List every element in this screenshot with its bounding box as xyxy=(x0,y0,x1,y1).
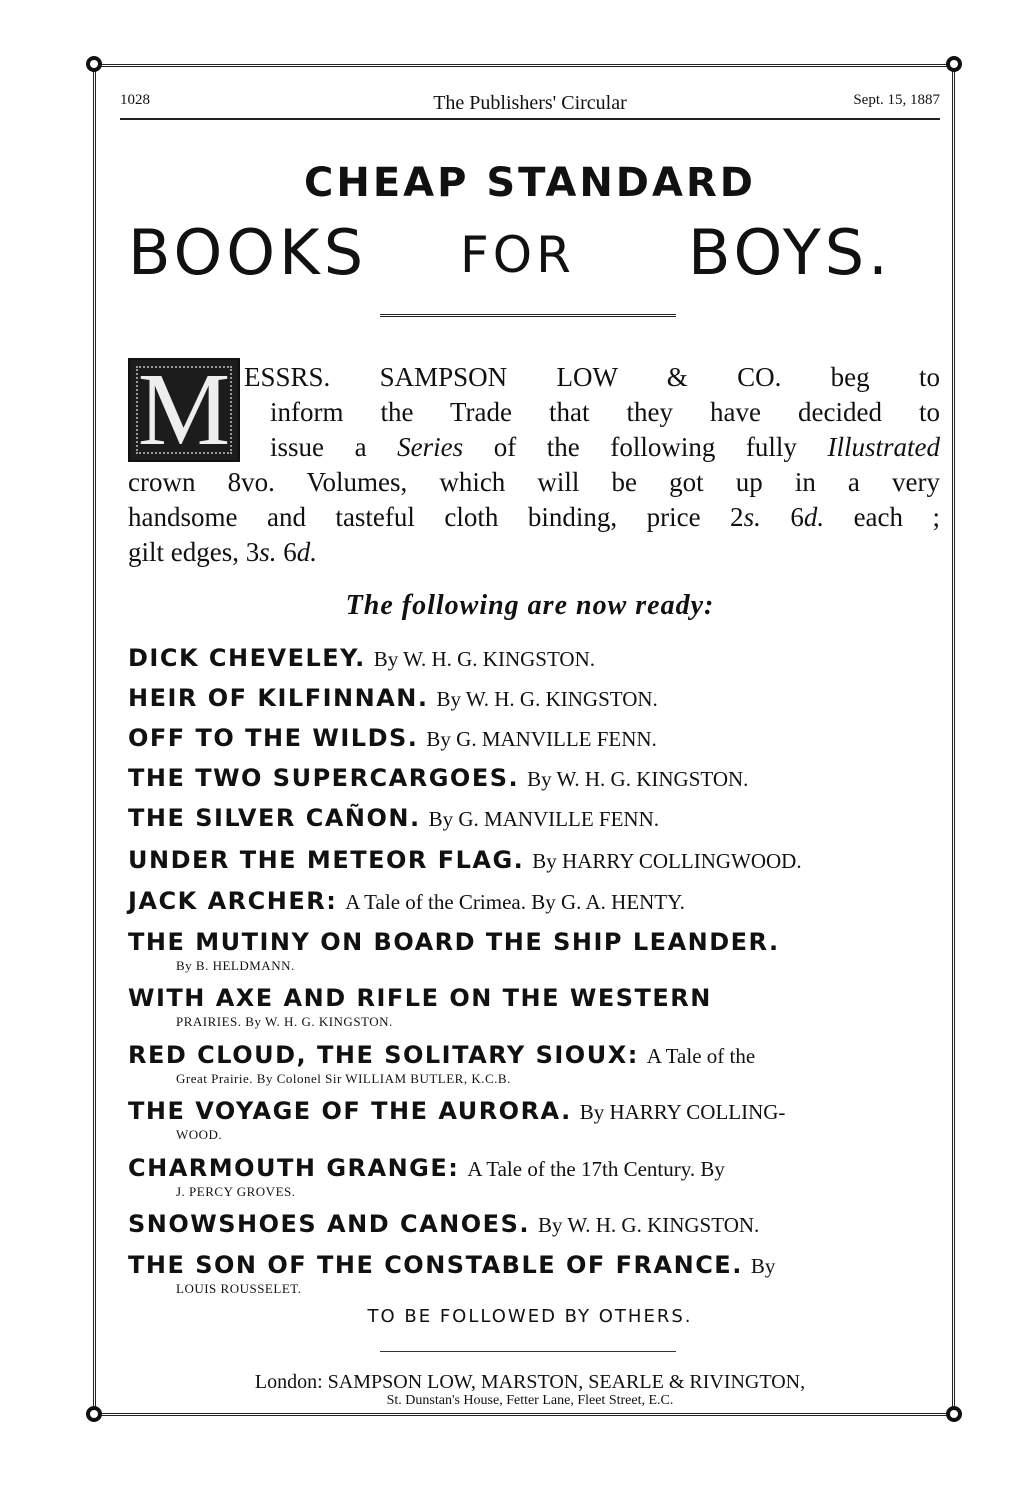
book-title: THE SILVER CAÑON. xyxy=(128,804,421,832)
book-entry xyxy=(128,928,940,956)
corner-ornament-icon xyxy=(86,1406,102,1422)
book-author: By HARRY COLLINGWOOD. xyxy=(532,849,802,873)
book-author: By xyxy=(750,1254,776,1278)
book-entry xyxy=(128,724,940,752)
issue-date: Sept. 15, 1887 xyxy=(853,92,940,108)
book-title: OFF TO THE WILDS. xyxy=(128,724,419,752)
book-title: THE TWO SUPERCARGOES. xyxy=(128,764,520,792)
headline-word-books: BOOKS xyxy=(128,216,368,289)
book-title: CHARMOUTH GRANGE: xyxy=(128,1154,460,1182)
book-author: A Tale of the Crimea. By G. A. HENTY. xyxy=(345,890,685,914)
book-title: HEIR OF KILFINNAN. xyxy=(128,684,429,712)
book-entry xyxy=(128,644,940,672)
book-entry xyxy=(128,804,940,832)
book-author: A Tale of the 17th Century. By xyxy=(467,1157,725,1181)
book-entry xyxy=(128,1251,940,1279)
intro-line: gilt edges, 3s. 6d. xyxy=(128,537,317,567)
imprint-rule xyxy=(380,1351,676,1352)
book-title: SNOWSHOES AND CANOES. xyxy=(128,1210,530,1238)
book-title: WITH AXE AND RIFLE ON THE WESTERN xyxy=(128,984,712,1012)
book-author: A Tale of the xyxy=(646,1044,756,1068)
running-header xyxy=(120,88,940,120)
book-title: THE VOYAGE OF THE AURORA. xyxy=(128,1097,572,1125)
top-double-rule xyxy=(93,64,955,73)
ready-heading: The following are now ready: xyxy=(345,590,715,621)
book-entry xyxy=(128,1154,940,1182)
book-author: By W. H. G. KINGSTON. xyxy=(373,647,596,671)
publisher-address: St. Dunstan's House, Fetter Lane, Fleet Street, E.C. xyxy=(386,1393,674,1408)
book-byline: PRAIRIES. By W. H. G. KINGSTON. xyxy=(176,1014,393,1029)
book-author: By W. H. G. KINGSTON. xyxy=(527,767,749,791)
divider-rule xyxy=(380,314,676,323)
bottom-double-rule xyxy=(93,1413,955,1422)
book-title: JACK ARCHER: xyxy=(128,887,338,915)
book-entry xyxy=(128,684,940,712)
book-entry xyxy=(128,1097,940,1125)
headline-word-boys: BOYS. xyxy=(688,216,892,289)
book-author: By W. H. G. KINGSTON. xyxy=(537,1213,760,1237)
corner-ornament-icon xyxy=(946,1406,962,1422)
book-byline: WOOD. xyxy=(176,1127,223,1142)
book-byline: J. PERCY GROVES. xyxy=(176,1184,296,1199)
book-author: By W. H. G. KINGSTON. xyxy=(436,687,658,711)
book-author: By G. MANVILLE FENN. xyxy=(426,727,657,751)
headline-word-for: FOR xyxy=(460,226,575,284)
book-entry xyxy=(128,1210,940,1238)
corner-ornament-icon xyxy=(86,56,102,72)
book-entry xyxy=(128,887,940,915)
drop-cap: M xyxy=(128,358,240,462)
book-entry xyxy=(128,764,940,792)
intro-line: issue a Series of the following fully Illustrated xyxy=(270,432,941,462)
book-author: By HARRY COLLING- xyxy=(579,1100,786,1124)
book-byline: By B. HELDMANN. xyxy=(176,958,295,973)
book-entry xyxy=(128,984,940,1012)
journal-title: The Publishers' Circular xyxy=(433,92,627,114)
intro-line: handsome and tasteful cloth binding, price 2s. 6d. each ; xyxy=(128,502,941,532)
book-title: THE MUTINY ON BOARD THE SHIP LEANDER. xyxy=(128,928,780,956)
book-author: By G. MANVILLE FENN. xyxy=(428,807,659,831)
page-number: 1028 xyxy=(120,92,150,108)
book-title: RED CLOUD, THE SOLITARY SIOUX: xyxy=(128,1041,639,1069)
headline-line1: CHEAP STANDARD xyxy=(304,160,756,206)
book-title: THE SON OF THE CONSTABLE OF FRANCE. xyxy=(128,1251,743,1279)
book-title: DICK CHEVELEY. xyxy=(128,644,366,672)
corner-ornament-icon xyxy=(946,56,962,72)
book-title: UNDER THE METEOR FLAG. xyxy=(128,846,525,874)
book-entry xyxy=(128,1041,940,1069)
intro-line: crown 8vo. Volumes, which will be got up in a very xyxy=(128,467,940,497)
intro-line: inform the Trade that they have decided to xyxy=(270,397,940,427)
intro-line: ESSRS. SAMPSON LOW & CO. beg to xyxy=(244,362,940,392)
book-byline: LOUIS ROUSSELET. xyxy=(176,1281,302,1296)
book-byline: Great Prairie. By Colonel Sir WILLIAM BUTLER, K.C.B. xyxy=(176,1071,511,1086)
book-entry xyxy=(128,846,940,874)
followed-notice: TO BE FOLLOWED BY OTHERS. xyxy=(367,1306,693,1327)
publisher-imprint: London: SAMPSON LOW, MARSTON, SEARLE & RIVINGTON, xyxy=(254,1371,806,1393)
